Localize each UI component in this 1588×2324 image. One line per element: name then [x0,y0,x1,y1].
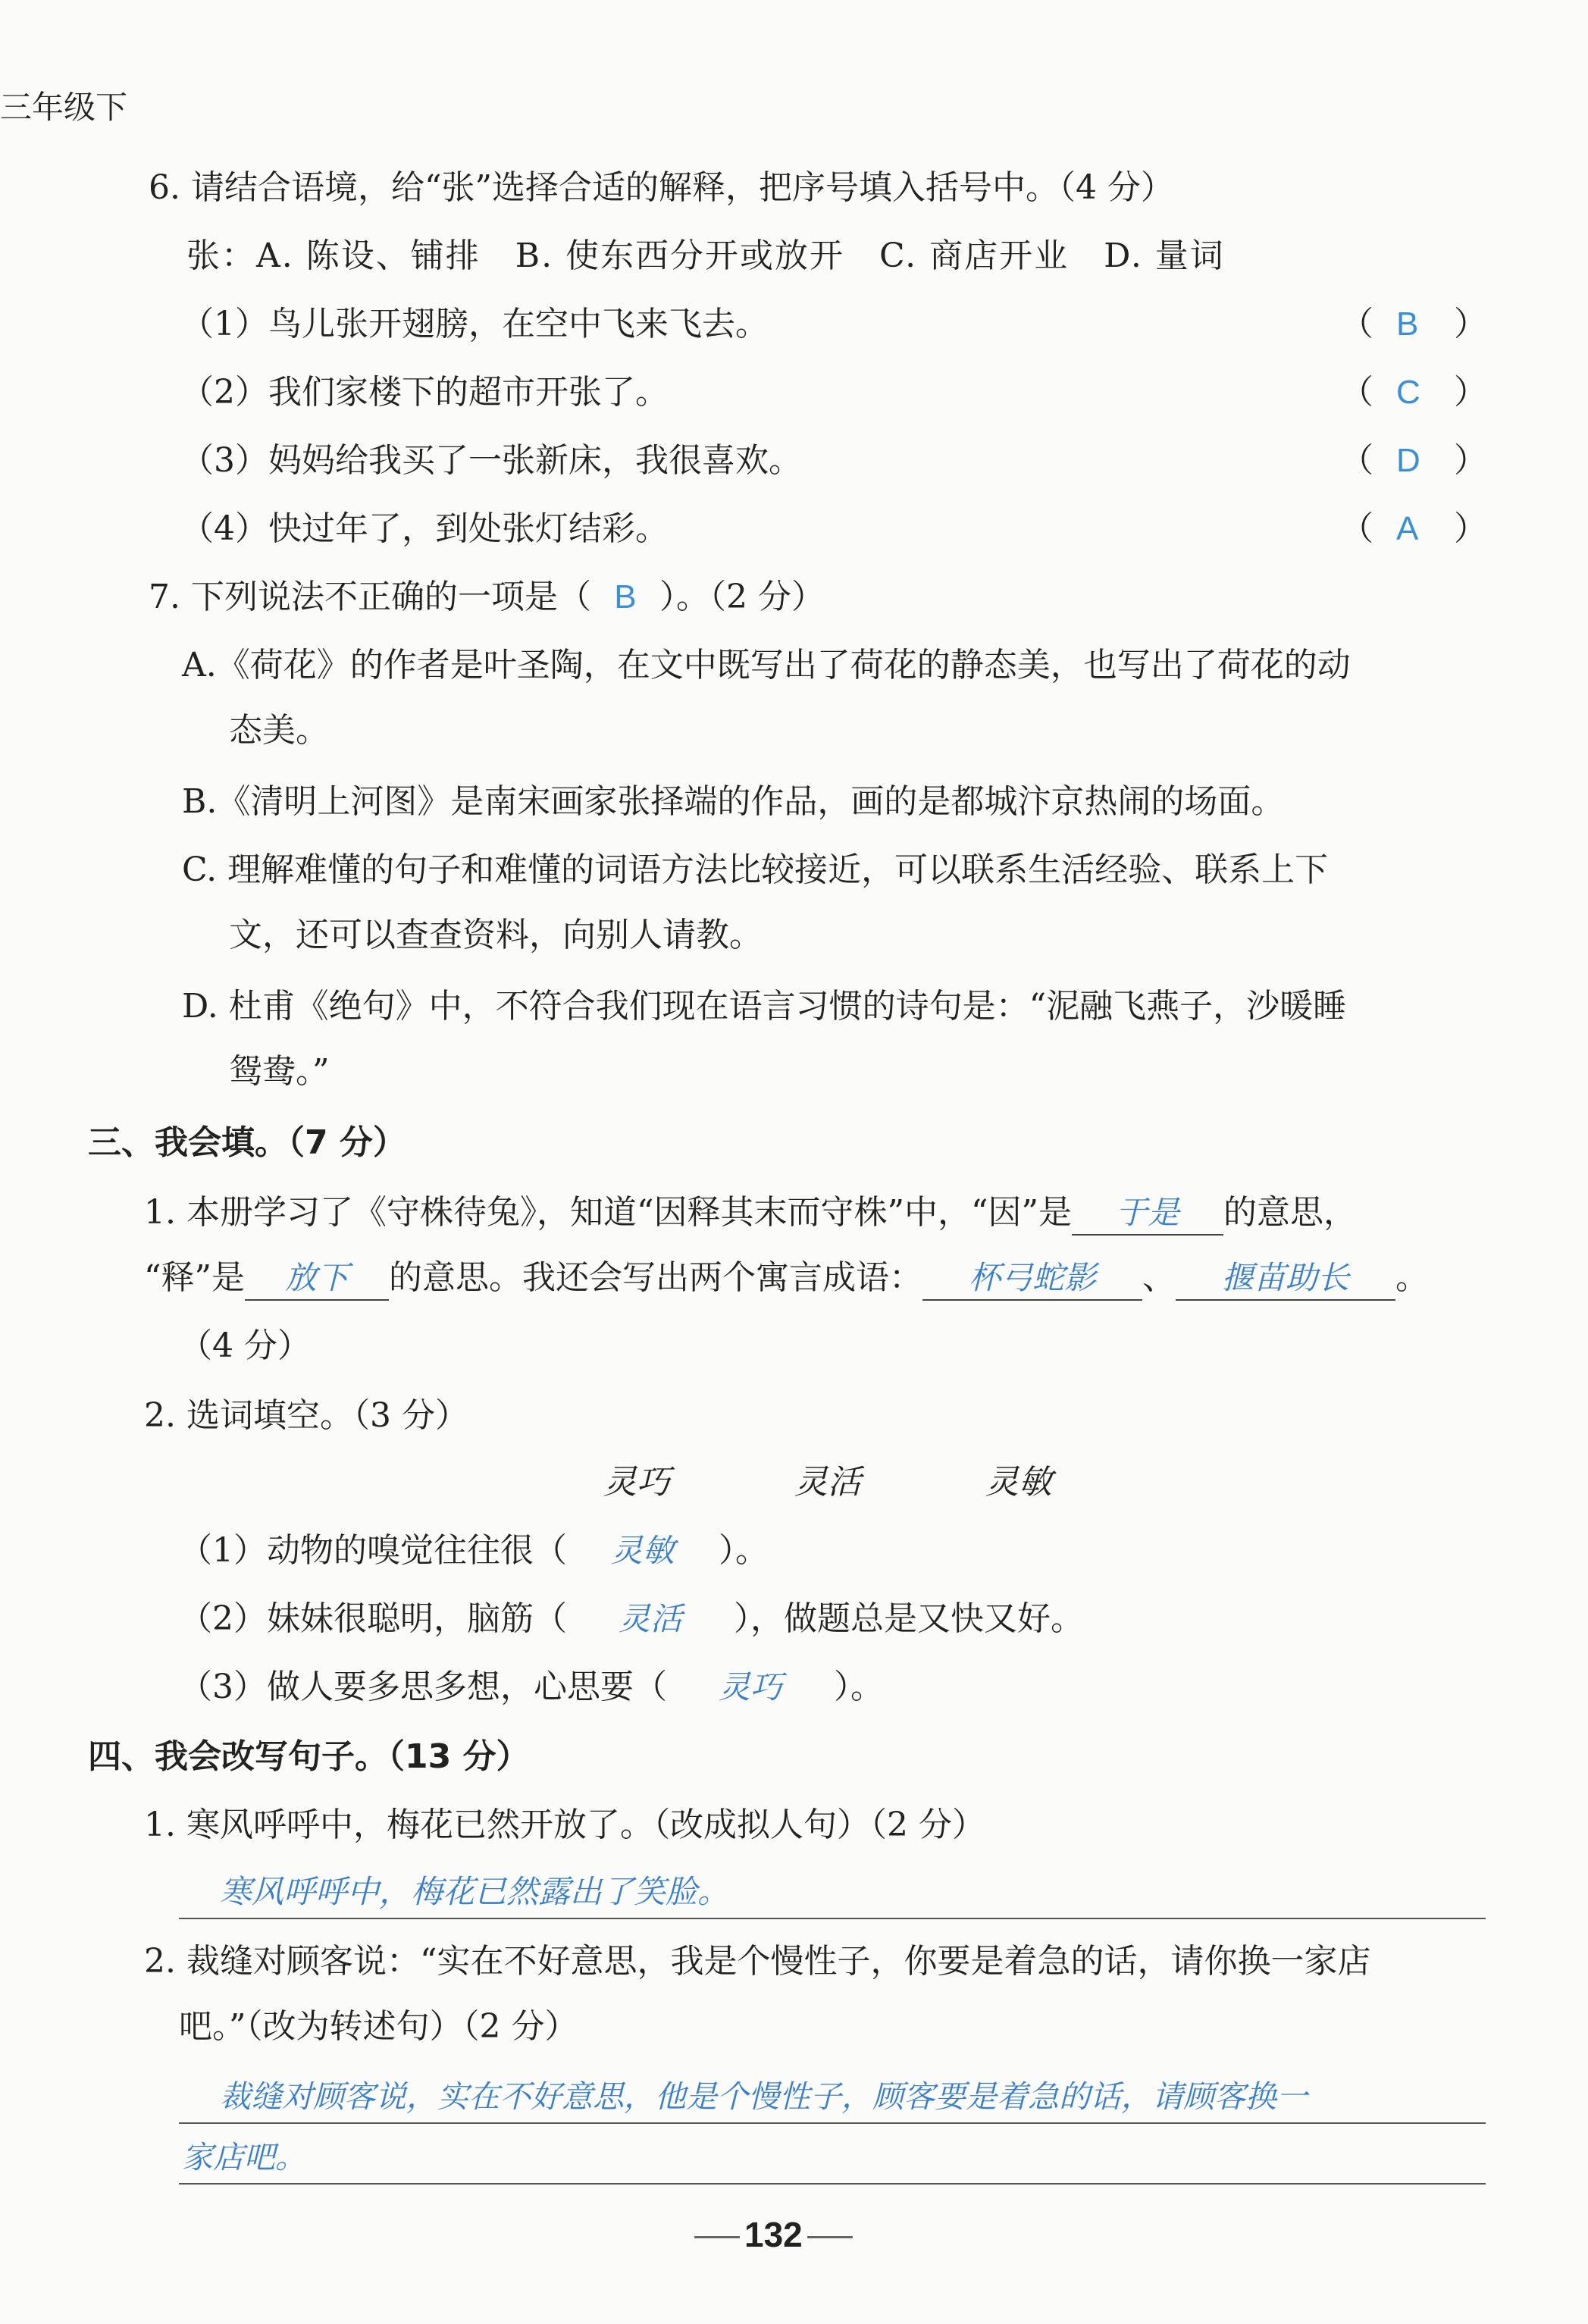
q6-paren-4: （ [1340,509,1373,548]
s3-q2-title: 2. 选词填空。（3 分） [144,1396,468,1435]
section-4-title: 四、我会改写句子。（13 分） [88,1737,530,1776]
s3-q2-item-3-post: ）。 [834,1668,884,1706]
q6-paren-2: （ [1340,373,1373,412]
q6-paren-4-close: ） [1454,509,1487,548]
s3-q2-answer-2: 灵活 [618,1600,682,1637]
q6-answer-1: B [1396,305,1419,343]
q6-paren-3-close: ） [1454,441,1487,480]
s3-q2-item-2 [179,1596,1084,1642]
q6-options: 张：A. 陈设、铺排 B. 使东西分开或放开 C. 商店开业 D. 量词 [186,236,1225,275]
page-number-dash-right [807,2236,853,2238]
q7-option-d-line2: 鸳鸯。” [229,1052,330,1091]
q6-title: 6. 请结合语境，给“张”选择合适的解释，把序号填入括号中。（4 分） [149,168,1174,207]
s3-q2-item-1-pre: （1）动物的嗅觉往往很（ [179,1531,567,1570]
q7-option-a-line2: 态美。 [229,711,329,750]
q6-item-4: （4）快过年了，到处张灯结彩。 [180,509,669,548]
s4-q1-answer: 寒风呼呼中，梅花已然露出了笑脸。 [220,1873,730,1910]
s4-q2-answer-line2: 家店吧。 [182,2139,306,2175]
q6-paren-3: （ [1340,441,1373,480]
s3-q1-answer-2: 放下 [245,1257,389,1301]
s4-q2-answer-rule-2 [179,2183,1486,2185]
s3-q2-word-3: 灵敏 [985,1463,1052,1502]
s3-q2-word-2: 灵活 [794,1463,861,1502]
s3-q2-answer-1: 灵敏 [610,1532,675,1569]
s3-q2-item-1 [179,1528,769,1574]
s3-q1-score: （4 分） [179,1326,311,1365]
s3-q2-item-3 [179,1665,884,1710]
s3-q2-item-1-post: ）。 [719,1531,769,1570]
page-number-dash-left [694,2236,740,2238]
q7-answer: B [614,578,637,615]
s3-q1-answer-4: 揠苗助长 [1176,1257,1395,1301]
s3-q1-text-3: “释”是 [144,1258,245,1297]
s3-q1-end: 。 [1395,1258,1429,1297]
s3-q2-item-2-post: ），做题总是又快又好。 [734,1599,1084,1638]
q6-item-2: （2）我们家楼下的超市开张了。 [180,373,669,412]
q6-item-1: （1）鸟儿张开翅膀，在空中飞来飞去。 [180,305,769,343]
s4-q2-text-line1: 2. 裁缝对顾客说：“实在不好意思，我是个慢性子，你要是着急的话，请你换一家店 [144,1942,1371,1981]
s3-q1-text-4: 的意思。我还会写出两个寓言成语： [389,1258,922,1297]
q7-option-b: B.《清明上河图》是南宋画家张择端的作品，画的是都城汴京热闹的场面。 [182,782,1285,821]
s3-q1-sep: 、 [1142,1258,1176,1297]
page-number-value: 132 [744,2215,803,2254]
s3-q1-text-1: 1. 本册学习了《守株待兔》，知道“因释其末而守株”中，“因”是 [144,1193,1072,1232]
q6-answer-2: C [1396,374,1420,411]
q7-title [149,575,825,620]
s3-q2-answer-3: 灵巧 [718,1668,782,1705]
s4-q2-answer-rule-1 [179,2122,1486,2124]
q6-answer-3: D [1396,442,1420,479]
s3-q1-answer-1: 于是 [1072,1192,1223,1236]
s4-q1-answer-line [179,1918,1486,1919]
q6-paren-2-close: ） [1454,373,1487,412]
s3-q1-text-2: 的意思， [1223,1193,1357,1232]
s4-q2-text-line2: 吧。”（改为转述句）（2 分） [179,2007,578,2046]
s3-q2-word-1: 灵巧 [603,1463,670,1502]
s4-q2-answer-line1: 裁缝对顾客说，实在不好意思，他是个慢性子，顾客要是着急的话，请顾客换一 [220,2078,1308,2115]
section-3-title: 三、我会填。（7 分） [88,1123,406,1162]
page-number [690,2212,857,2257]
s3-q1-answer-3: 杯弓蛇影 [922,1257,1142,1301]
s3-q1-line1 [144,1190,1357,1236]
q6-paren-1-close: ） [1454,305,1487,343]
q6-answer-4: A [1396,510,1419,547]
s3-q2-item-2-pre: （2）妹妹很聪明，脑筋（ [179,1599,567,1638]
q7-option-a-line1: A.《荷花》的作者是叶圣陶，在文中既写出了荷花的静态美，也写出了荷花的动 [182,646,1351,684]
q7-option-c-line2: 文，还可以查查资料，向别人请教。 [229,916,763,954]
grade-header: 三年级下 [0,89,128,126]
q7-prefix: 7. 下列说法不正确的一项是（ [149,578,591,616]
q6-paren-1: （ [1340,305,1373,343]
q6-item-3: （3）妈妈给我买了一张新床，我很喜欢。 [180,441,802,480]
q7-option-c-line1: C. 理解难懂的句子和难懂的词语方法比较接近，可以联系生活经验、联系上下 [182,850,1329,889]
q7-option-d-line1: D. 杜甫《绝句》中，不符合我们现在语言习惯的诗句是：“泥融飞燕子，沙暖睡 [182,987,1347,1026]
q7-suffix: ）。（2 分） [659,578,825,616]
s3-q1-line2 [144,1255,1429,1301]
s4-q1-text: 1. 寒风呼呼中，梅花已然开放了。（改成拟人句）（2 分） [144,1806,985,1844]
s3-q2-item-3-pre: （3）做人要多思多想，心思要（ [179,1668,667,1706]
